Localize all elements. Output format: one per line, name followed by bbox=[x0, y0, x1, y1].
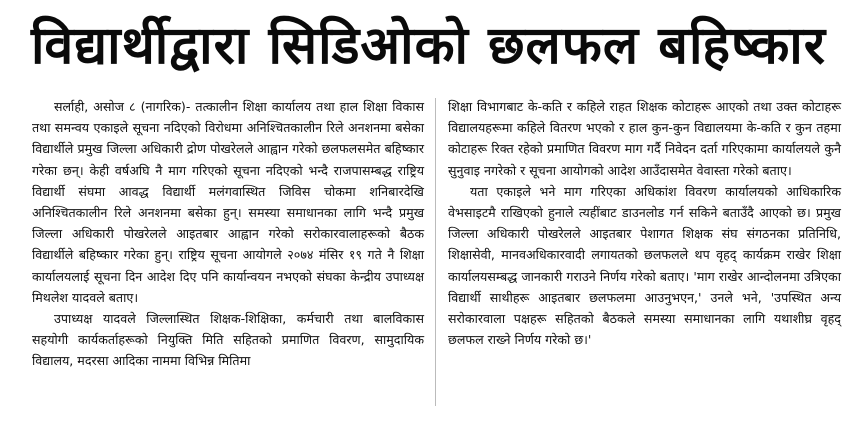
paragraph: यता एकाइले भने माग गरिएका अधिकांश विवरण कार्यालयको आधिकारिक वेभसाइटमै राखिएको हुनाले त्यहींबाट डाउनलोड गर्न सकिने बताउँदै आएको छ। प्रमुख जिल्ला अधिकारी पोखरेलले आइतबार पेशागत शिक्षक संघ संगठनका प्रतिनिधि, शिक्षासेवी, मानवअधिकारवादी लगायतको छलफलले थप वृहद् कार्यक्रम राखेर शिक्षा कार्यालयसम्बद्ध जानकारी गराउने निर्णय गरेको बताए। 'माग राखेर आन्दोलनमा उत्रिएका विद्यार्थी साथीहरू आइतबार छलफलमा आउनुभएन,' उनले भने, 'उपस्थित अन्य सरोकारवाला पक्षहरू सहितको बैठकले समस्या समाधानका लागि यथाशीघ्र वृहद् छलफल राख्ने निर्णय गरेको छ।' bbox=[448, 183, 841, 348]
column-divider bbox=[435, 98, 436, 406]
right-column bbox=[448, 96, 841, 350]
paragraph: शिक्षा विभागबाट के-कति र कहिले राहत शिक्षक कोटाहरू आएको तथा उक्त कोटाहरू विद्यालयहरूमा कहिले वितरण भएको र हाल कुन-कुन विद्यालयमा के-कति र कुन तहमा कोटाहरू रिक्त रहेको प्रमाणित विवरण माग गर्दै निवेदन दर्ता गरिएकामा कार्यालयले कुनै सुनुवाइ नगरेको र सूचना आयोगको आदेश आउँदासमेत वेवास्ता गरेको बताए। bbox=[448, 99, 841, 178]
paragraph: उपाध्यक्ष यादवले जिल्लास्थित शिक्षक-शिक्षिका, कर्मचारी तथा बालविकास सहयोगी कार्यकर्ताहरूको नियुक्ति मिति सहितको प्रमाणित विवरण, सामुदायिक विद्यालय, मदरसा आदिका नाममा विभिन्न मितिमा bbox=[32, 311, 424, 369]
left-column bbox=[32, 96, 424, 372]
headline: विद्यार्थीद्वारा सिडिओको छलफल बहिष्कार bbox=[30, 15, 827, 76]
paragraph: सर्लाही, असोज ८ (नागरिक)- तत्कालीन शिक्षा कार्यालय तथा हाल शिक्षा विकास तथा समन्वय एकाइले सूचना नदिएको विरोधमा अनिश्चितकालीन रिले अनशनमा बसेका विद्यार्थीले प्रमुख जिल्ला अधिकारी द्रोण पोखरेलले आह्वान गरेको छलफलसमेत बहिष्कार गरेका छन्। केही वर्षअघि नै माग गरिएको सूचना नदिएको भन्दै राजपासम्बद्ध राष्ट्रिय विद्यार्थी संघमा आवद्ध विद्यार्थी मलंगवास्थित जिविस चोकमा शनिबारदेखि अनिश्चितकालीन रिले अनशनमा बसेका हुन्। समस्या समाधानका लागि भन्दै प्रमुख जिल्ला अधिकारी पोखरेलले आइतबार आह्वान गरेको सरोकारवालाहरूको बैठक विद्यार्थीले बहिष्कार गरेका हुन्। राष्ट्रिय सूचना आयोगले २०७४ मंसिर १९ गते नै शिक्षा कार्यालयलाई सूचना दिन आदेश दिए पनि कार्यान्वयन नभएको संघका केन्द्रीय उपाध्यक्ष मिथलेश यादवले बताए। bbox=[32, 99, 424, 305]
